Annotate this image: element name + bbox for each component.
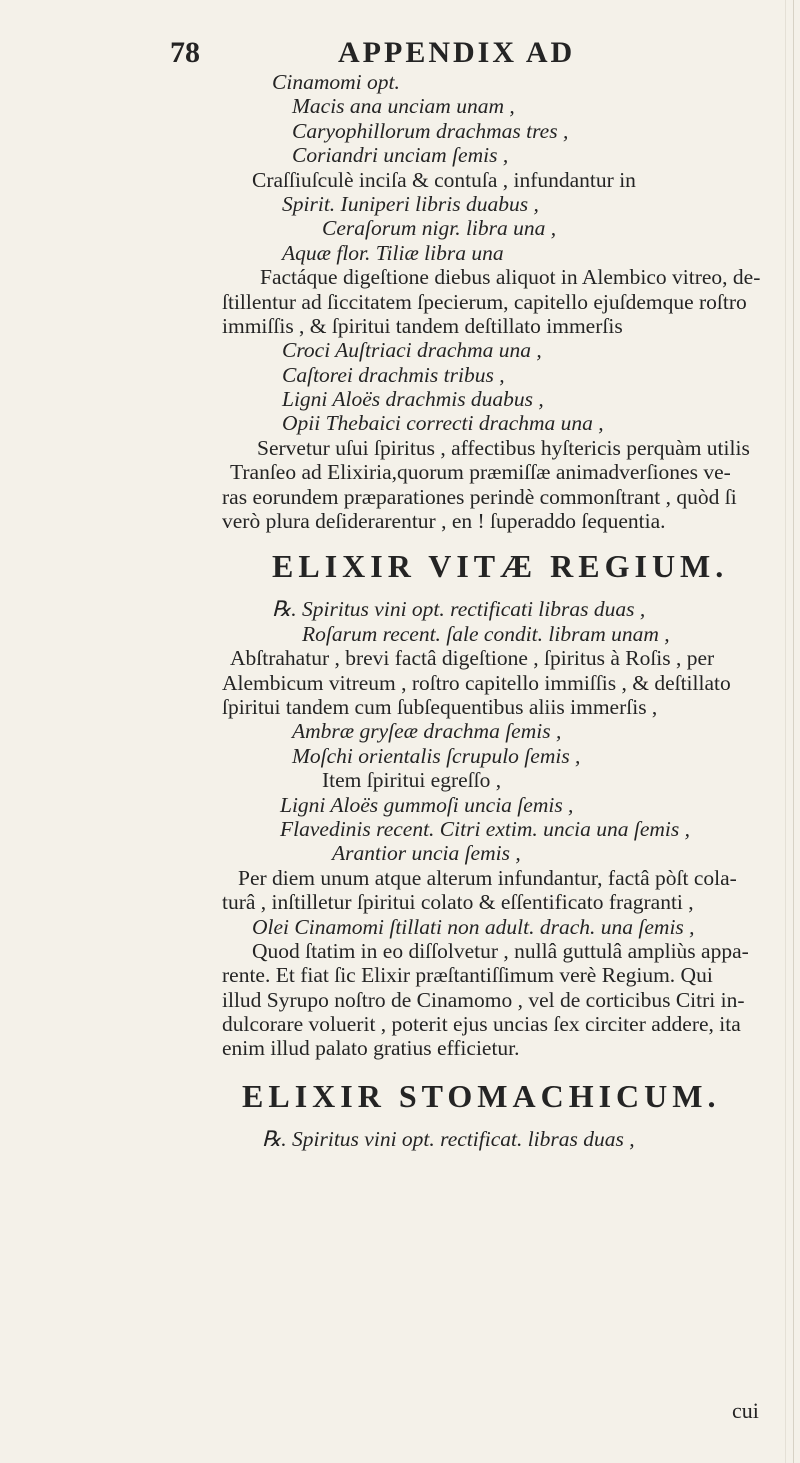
text-line: Abſtrahatur , brevi factâ digeſtione , ſpiritus à Roſis , per — [230, 646, 715, 671]
text-line: Servetur uſui ſpiritus , affectibus hyſtericis perquàm utilis — [257, 435, 750, 460]
recipe-line: Croci Auſtriaci drachma una , — [282, 338, 542, 363]
text-line: Item ſpiritui egreſſo , — [322, 768, 502, 793]
text-line: dulcorare voluerit , poterit ejus uncias ſex circiter addere, ita — [222, 1012, 741, 1037]
text-line: Per diem unum atque alterum infundantur, factâ pòſt cola- — [238, 865, 737, 890]
text-line: verò plura deſiderarentur , en ! ſuperaddo ſequentia. — [222, 509, 666, 534]
text-line: enim illud palato gratius efficietur. — [222, 1036, 520, 1061]
text-line: Tranſeo ad Elixiria,quorum præmiſſæ animadverſiones ve- — [230, 460, 731, 485]
recipe-line: Caryophillorum drachmas tres , — [292, 118, 569, 143]
recipe-line: Ambræ gryſeæ drachma ſemis , — [292, 719, 562, 744]
text-block — [152, 70, 792, 1151]
recipe-line: Coriandri unciam ſemis , — [292, 143, 509, 168]
section-heading-elixir-stomachicum: ELIXIR STOMACHICUM. — [242, 1077, 721, 1114]
page-number: 78 — [170, 36, 200, 69]
text-line: immiſſis , & ſpiritui tandem deſtillato immerſis — [222, 313, 623, 338]
text-line: turâ , inſtilletur ſpiritui colato & eſſentificato fragranti , — [222, 890, 694, 915]
text-line: Craſſiuſculè inciſa & contuſa , infundantur in — [252, 167, 636, 192]
page-edge — [793, 0, 794, 1463]
text-line: Alembicum vitreum , roſtro capitello immiſſis , & deſtillato — [222, 670, 731, 695]
prescription-line: ℞. Spiritus vini opt. rectificat. libras duas , — [262, 1126, 635, 1151]
text-line: Quod ſtatim in eo diſſolvetur , nullâ guttulâ ampliùs appa- — [252, 938, 749, 963]
recipe-line: Ligni Aloës drachmis duabus , — [282, 387, 544, 412]
running-head: APPENDIX AD — [338, 36, 576, 69]
recipe-line: Spirit. Iuniperi libris duabus , — [282, 191, 539, 216]
recipe-line: Moſchi orientalis ſcrupulo ſemis , — [292, 743, 581, 768]
recipe-line: Roſarum recent. ſale condit. libram unam , — [302, 621, 670, 646]
recipe-line: Ligni Aloës gummoſi uncia ſemis , — [280, 792, 574, 817]
recipe-line: Macis ana unciam unam , — [292, 94, 515, 119]
text-line: ſtillentur ad ſiccitatem ſpecierum, capitello ejuſdemque roſtro — [222, 289, 747, 314]
recipe-line: Olei Cinamomi ſtillati non adult. drach. una ſemis , — [252, 914, 695, 939]
recipe-line: Arantior uncia ſemis , — [332, 841, 521, 866]
page-header — [170, 36, 730, 72]
recipe-line: Cinamomi opt. — [272, 70, 400, 94]
recipe-line: Ceraſorum nigr. libra una , — [322, 216, 557, 241]
catchword: cui — [732, 1398, 759, 1423]
recipe-line: Flavedinis recent. Citri extim. uncia una ſemis , — [280, 816, 691, 841]
recipe-line: Opii Thebaici correcti drachma una , — [282, 411, 604, 436]
section-heading-elixir-vitae: ELIXIR VITÆ REGIUM. — [272, 548, 729, 585]
prescription-line: ℞. Spiritus vini opt. rectificati libras duas , — [272, 597, 646, 622]
recipe-line: Aquæ flor. Tiliæ libra una — [282, 240, 504, 265]
recipe-line: Caſtorei drachmis tribus , — [282, 362, 505, 387]
text-line: ſpiritui tandem cum ſubſequentibus aliis immerſis , — [222, 694, 658, 719]
text-line: illud Syrupo noſtro de Cinamomo , vel de corticibus Citri in- — [222, 987, 745, 1012]
text-line: ras eorundem præparationes perindè commonſtrant , quòd ſi — [222, 484, 737, 509]
text-line: rente. Et fiat ſic Elixir præſtantiſſimum verè Regium. Qui — [222, 963, 713, 988]
text-line: Factáque digeſtione diebus aliquot in Alembico vitreo, de- — [260, 265, 761, 290]
